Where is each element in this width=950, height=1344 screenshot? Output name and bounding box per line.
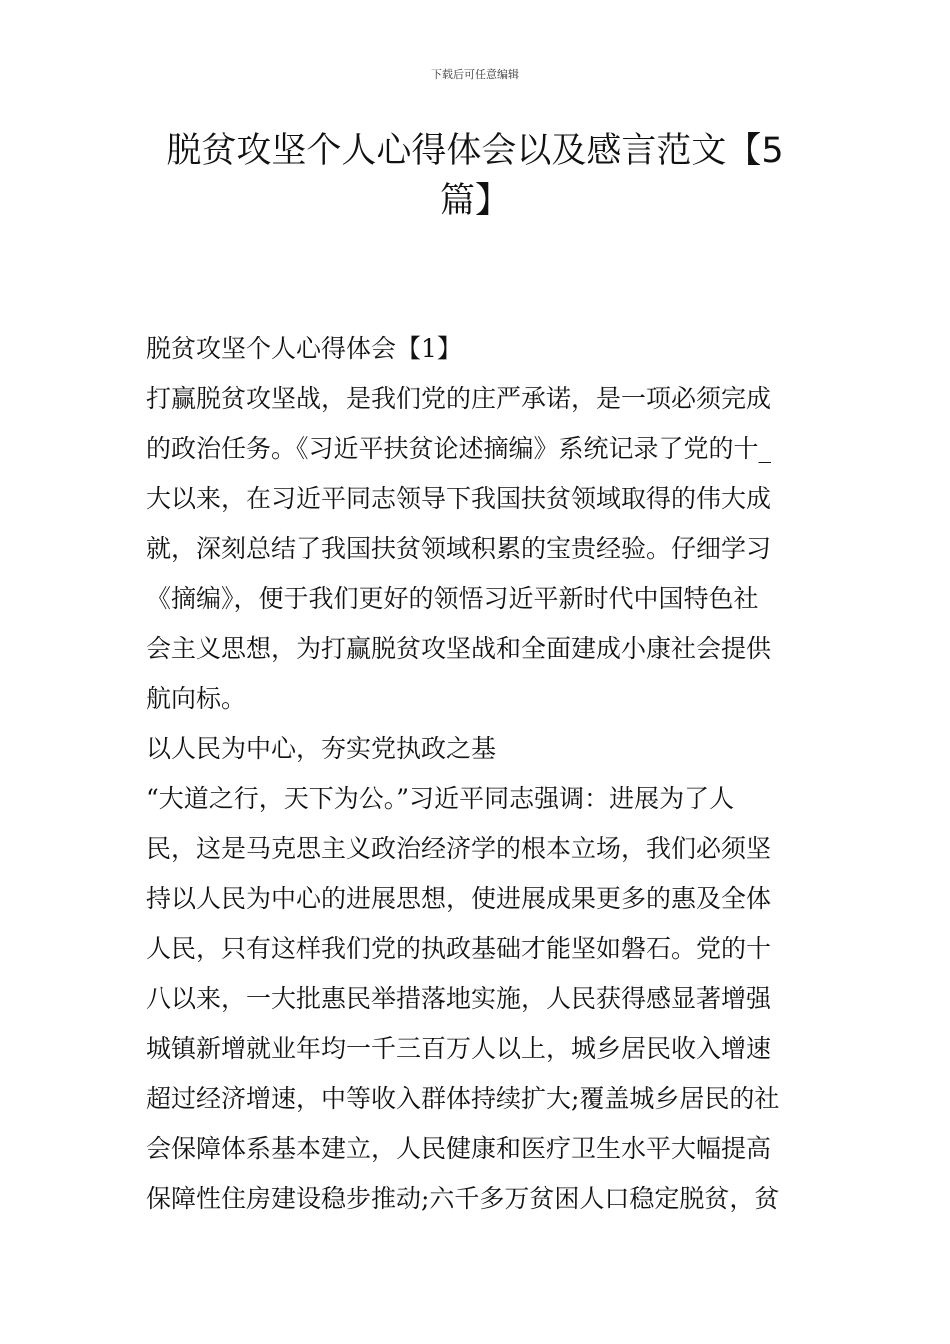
page-header-note: 下载后可任意编辑 [431,68,519,81]
body-line: 大以来，在习近平同志领导下我国扶贫领域取得的伟大成 [146,484,772,513]
body-line: 超过经济增速，中等收入群体持续扩大;覆盖城乡居民的社 [146,1084,780,1113]
body-line: 八以来，一大批惠民举措落地实施，人民获得感显著增强 [146,984,772,1013]
document-body [146,324,818,1224]
section-heading-1: 脱贫攻坚个人心得体会【1】 [146,334,462,363]
body-line: 打赢脱贫攻坚战，是我们党的庄严承诺，是一项必须完成 [146,384,772,413]
title-line-2: 篇】 [439,181,510,221]
document-title [130,126,820,226]
title-line-1: 脱贫攻坚个人心得体会以及感言范文【5 [166,131,784,171]
body-line: 持以人民为中心的进展思想，使进展成果更多的惠及全体 [146,884,772,913]
body-line: 人民，只有这样我们党的执政基础才能坚如磐石。党的十 [146,934,772,963]
subheading: 以人民为中心，夯实党执政之基 [146,734,497,763]
body-line: 保障性住房建设稳步推动;六千多万贫困人口稳定脱贫，贫 [146,1184,780,1213]
body-line: 航向标。 [146,684,247,713]
body-line: 《摘编》，便于我们更好的领悟习近平新时代中国特色社 [146,584,759,613]
body-line: 城镇新增就业年均一千三百万人以上，城乡居民收入增速 [146,1034,772,1063]
body-line: 会保障体系基本建立，人民健康和医疗卫生水平大幅提高 [146,1134,772,1163]
body-line: “大道之行，天下为公。”习近平同志强调：进展为了人 [146,784,735,813]
body-line: 民，这是马克思主义政治经济学的根本立场，我们必须坚 [146,834,772,863]
body-line: 会主义思想，为打赢脱贫攻坚战和全面建成小康社会提供 [146,634,772,663]
body-line: 的政治任务。《习近平扶贫论述摘编》系统记录了党的十_ [146,434,772,463]
body-line: 就，深刻总结了我国扶贫领域积累的宝贵经验。仔细学习 [146,534,772,563]
